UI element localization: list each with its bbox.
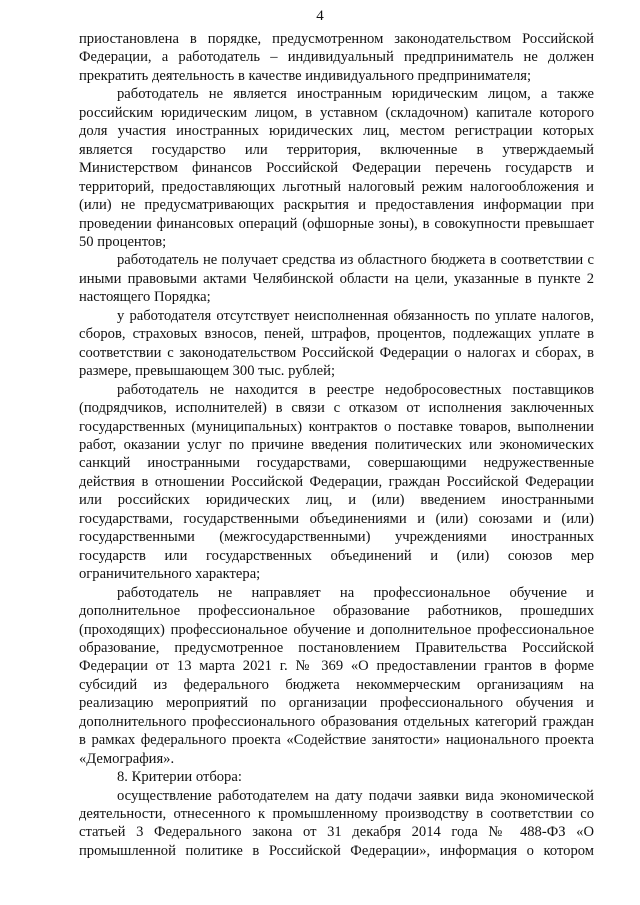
page-number: 4: [316, 8, 324, 24]
paragraph-training-condition: работодатель не направляет на профессиональное обучение и дополнительное профессиональное образование работников, прошедших (проходящих) профессиональное обучение и дополнительное профессиональное образование, предусмотренное постановлением Правительства Российской Федерации от 13 марта 2021 г. № 369 «О предоставлении грантов в форме субсидий из федерального бюджета некоммерческим организациям на реализацию мероприятий по организации профессионального обучения и дополнительного профессионального образования отдельных категорий граждан в рамках федерального проекта «Содействие занятости» национального проекта «Демография».: [79, 584, 594, 767]
paragraph-regional-budget-condition: работодатель не получает средства из областного бюджета в соответствии с иными правовыми актами Челябинской области на цели, указанные в пункте 2 настоящего Порядка;: [79, 252, 594, 306]
paragraph-supplier-registry-condition: работодатель не находится в реестре недобросовестных поставщиков (подрядчиков, исполнителей) в связи с отказом от исполнения заключенных государственных (муниципальных) контрактов о поставке товаров, выполнении работ, оказании услуг по причине введения политических или экономических санкций иностранными государствами, совершающими недружественные действия в отношении Российской Федерации, граждан Российской Федерации или российских юридических лиц, и (или) введением иностранными государствами, государственными объединениями и (или) союзами и (или) государственными (межгосударственными) учреждениями иностранных государств или государственных объединений и (или) союзов мер ограничительного характера;: [79, 381, 594, 583]
paragraph-industrial-activity-criterion: осуществление работодателем на дату подачи заявки вида экономической деятельности, отнесенного к промышленному производству в соответствии со статьей 3 Федерального закона от 31 декабря 2014 года № 488-ФЗ «О промышленной политике в Российской Федерации», информация о котором: [79, 787, 594, 859]
section-heading-selection-criteria: 8. Критерии отбора:: [117, 769, 242, 786]
paragraph-tax-debt-condition: у работодателя отсутствует неисполненная обязанность по уплате налогов, сборов, страховых взносов, пеней, штрафов, процентов, подлежащих уплате в соответствии с законодательством Российской Федерации о налогах и сборах, в размере, превышающем 300 тыс. рублей;: [79, 307, 594, 380]
paragraph-foreign-entity-condition: работодатель не является иностранным юридическим лицом, а также российским юридическим лицом, в уставном (складочном) капитале которого доля участия иностранных юридических лиц, местом регистрации которых является государство или территория, включенные в утверждаемый Министерством финансов Российской Федерации перечень государств и территорий, предоставляющих льготный налоговый режим налогообложения и (или) не предусматривающих раскрытия и предоставления информации при проведении финансовых операций (офшорные зоны), в совокупности превышает 50 процентов;: [79, 86, 594, 250]
document-body: [79, 30, 594, 860]
paragraph-registration-condition: приостановлена в порядке, предусмотренном законодательством Российской Федерации, а работодатель – индивидуальный предприниматель не должен прекратить деятельность в качестве индивидуального предпринимателя;: [79, 31, 594, 84]
